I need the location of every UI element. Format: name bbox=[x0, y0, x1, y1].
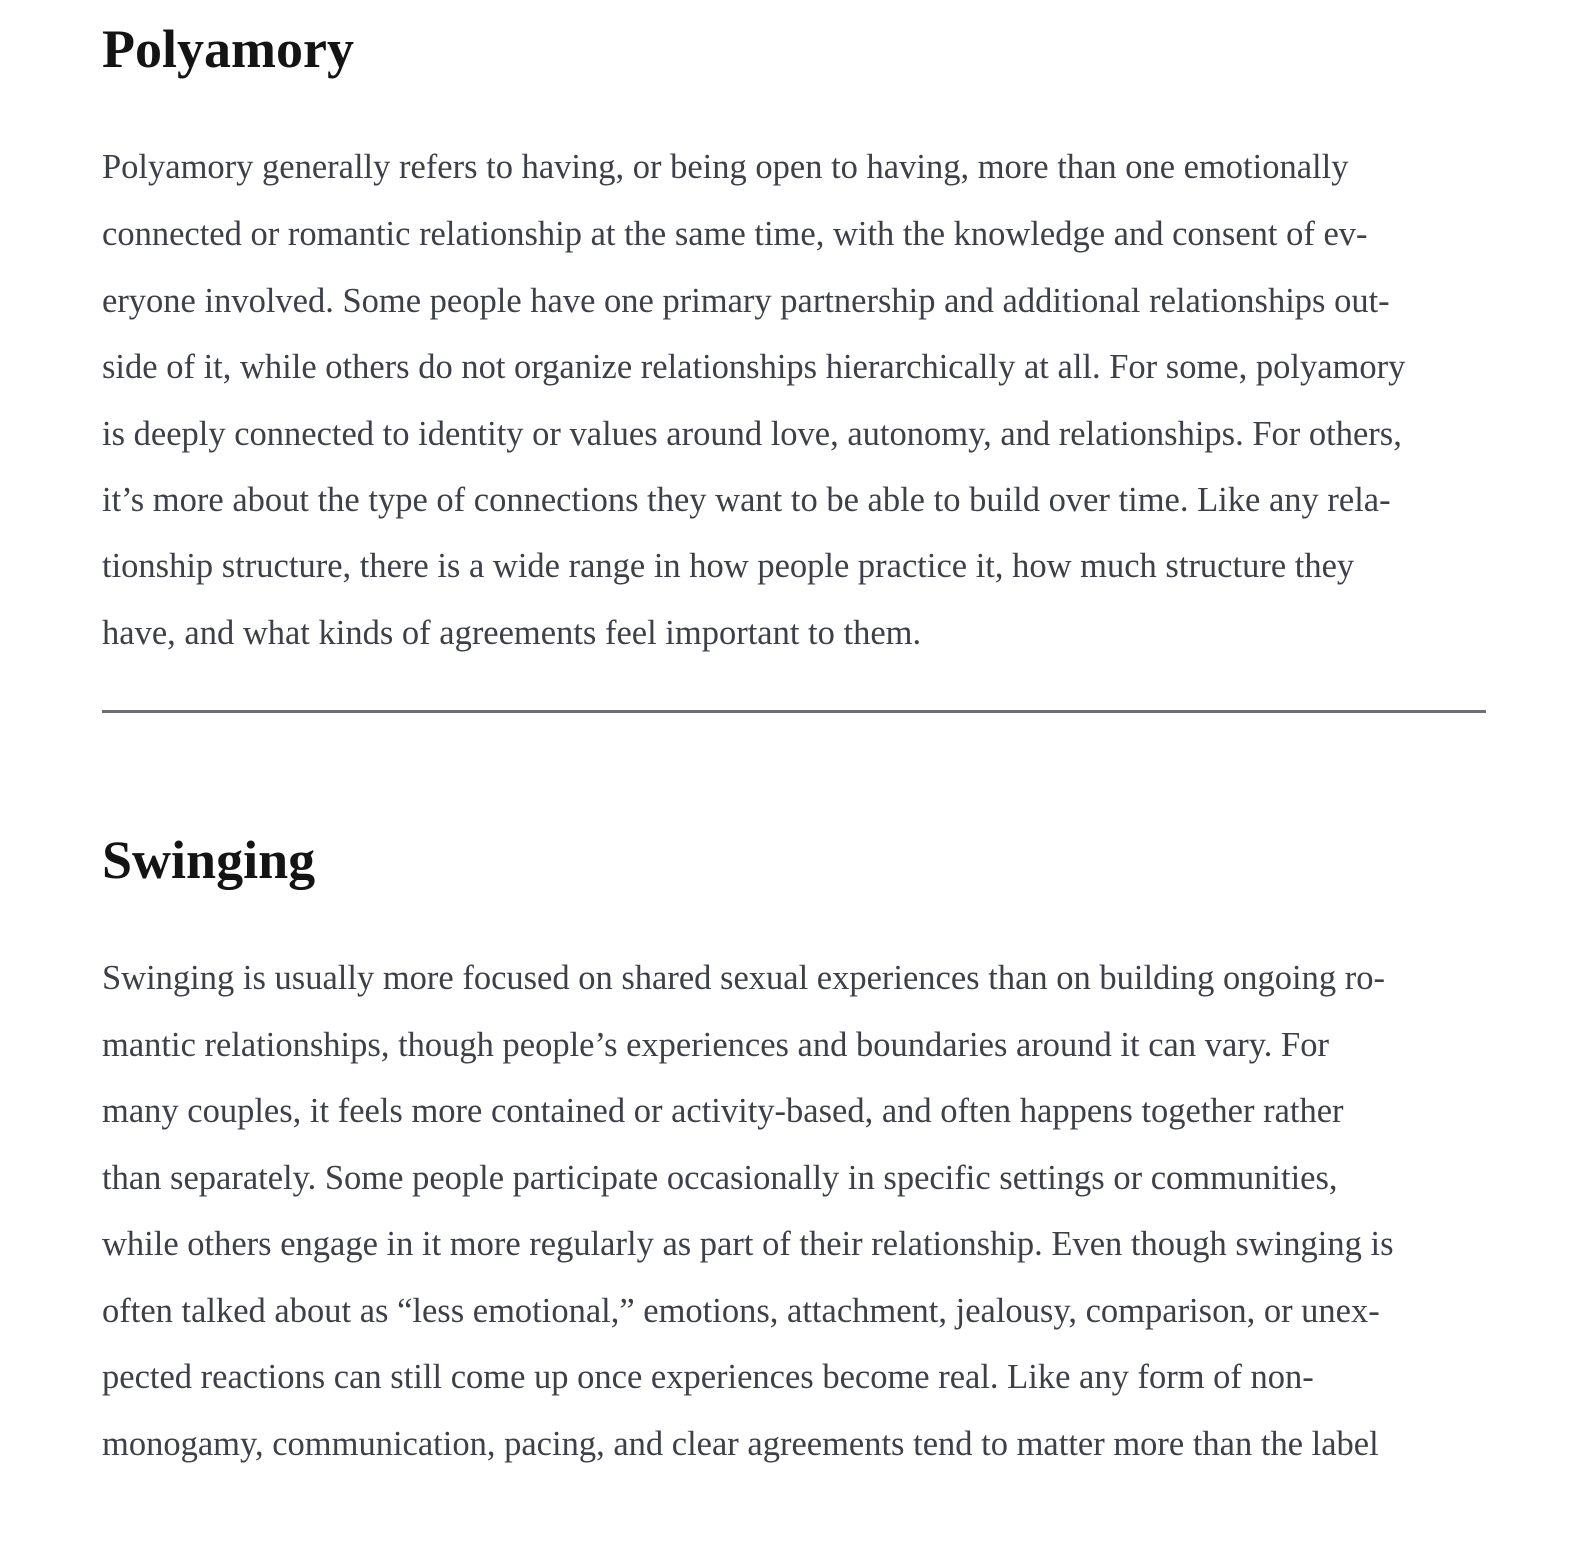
body-line: Swinging is usually more focused on shared sexual experiences than on building ongoing ro- bbox=[102, 959, 1385, 997]
body-line: than separately. Some people participate occasionally in specific settings or communities, bbox=[102, 1159, 1338, 1197]
body-line: eryone involved. Some people have one primary partnership and additional relationships out- bbox=[102, 282, 1390, 320]
body-line: often talked about as “less emotional,” emotions, attachment, jealousy, comparison, or unex- bbox=[102, 1292, 1380, 1330]
body-line: pected reactions can still come up once experiences become real. Like any form of non- bbox=[102, 1358, 1314, 1396]
body-line: have, and what kinds of agreements feel important to them. bbox=[102, 614, 922, 652]
section-divider bbox=[102, 710, 1486, 713]
body-line: it’s more about the type of connections they want to be able to build over time. Like any rela- bbox=[102, 481, 1391, 519]
body-line: Polyamory generally refers to having, or being open to having, more than one emotionally bbox=[102, 148, 1349, 186]
body-line: while others engage in it more regularly as part of their relationship. Even though swinging is bbox=[102, 1225, 1394, 1263]
body-line: tionship structure, there is a wide range in how people practice it, how much structure they bbox=[102, 547, 1355, 585]
section-heading-polyamory: Polyamory bbox=[102, 19, 354, 79]
body-line: mantic relationships, though people’s experiences and boundaries around it can vary. For bbox=[102, 1026, 1329, 1064]
section-heading-swinging: Swinging bbox=[102, 830, 316, 890]
body-line: monogamy, communication, pacing, and clear agreements tend to matter more than the label bbox=[102, 1425, 1379, 1463]
body-line: is deeply connected to identity or values around love, autonomy, and relationships. For others, bbox=[102, 415, 1402, 453]
body-line: connected or romantic relationship at the same time, with the knowledge and consent of ev- bbox=[102, 215, 1368, 253]
body-line: side of it, while others do not organize relationships hierarchically at all. For some, polyamory bbox=[102, 348, 1406, 386]
body-line: many couples, it feels more contained or activity-based, and often happens together rather bbox=[102, 1092, 1344, 1130]
